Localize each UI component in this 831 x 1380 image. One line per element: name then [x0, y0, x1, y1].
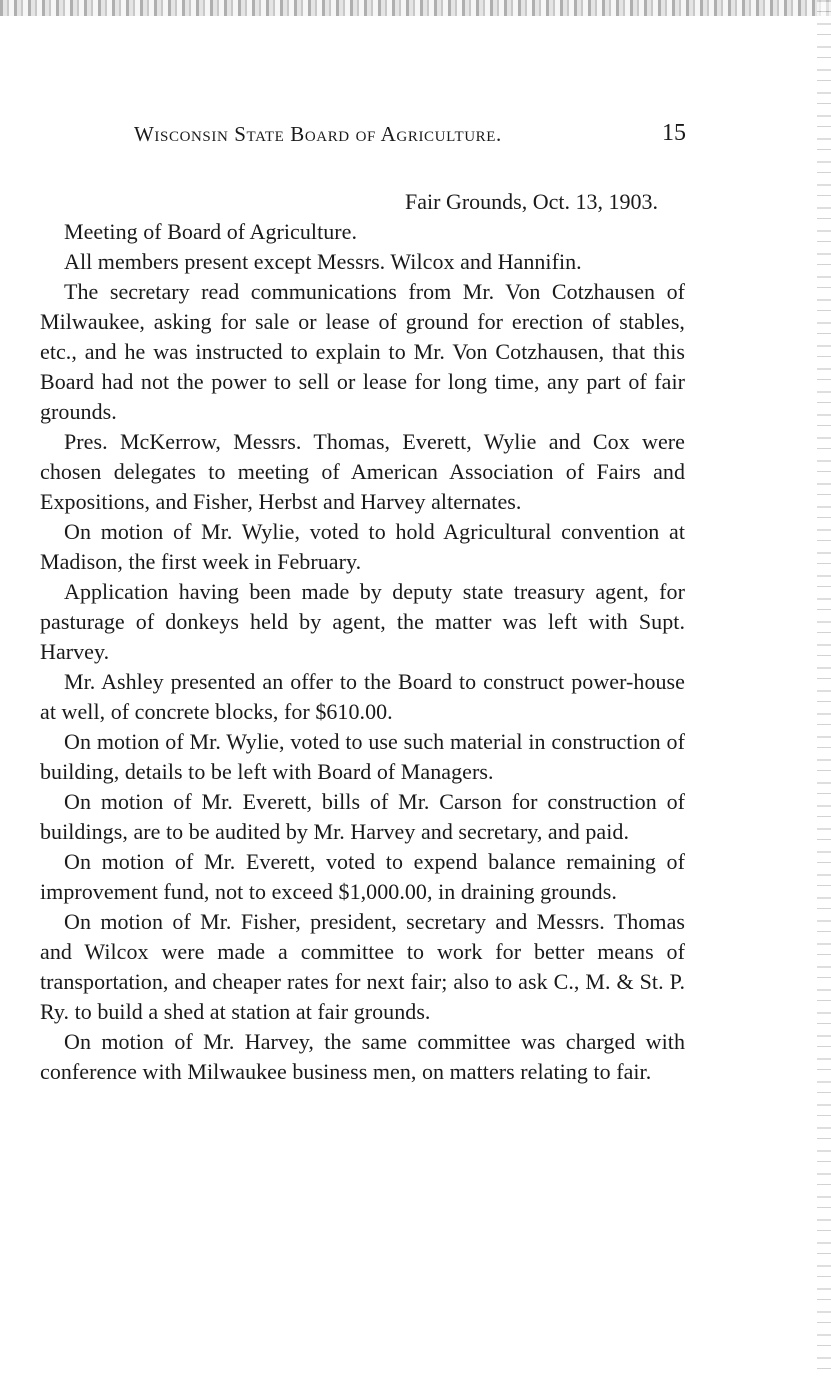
- paragraph-convention: On motion of Mr. Wylie, voted to hold Agricultural convention at Madison, the first week in February.: [40, 519, 685, 574]
- paragraph-construction-material: On motion of Mr. Wylie, voted to use such material in construction of building, details to be left with Board of Managers.: [40, 729, 685, 784]
- running-header: [134, 118, 686, 154]
- page-number: 15: [662, 120, 686, 146]
- scan-right-edge: [817, 0, 831, 1380]
- paragraph-transportation-committee: On motion of Mr. Fisher, president, secretary and Messrs. Thomas and Wilcox were made a committee to work for better means of transportation, and cheaper rates for next fair; also to ask C., M. & St. P. Ry. to build a shed at station at fair grounds.: [40, 909, 685, 1024]
- minutes-body: [40, 217, 685, 1087]
- dateline: Fair Grounds, Oct. 13, 1903.: [405, 189, 658, 214]
- paragraph-milwaukee-conference: On motion of Mr. Harvey, the same committee was charged with conference with Milwaukee business men, on matters relating to fair.: [40, 1029, 685, 1084]
- running-title: Wisconsin State Board of Agriculture.: [134, 122, 502, 146]
- paragraph-improvement-fund: On motion of Mr. Everett, voted to expend balance remaining of improvement fund, not to exceed $1,000.00, in draining grounds.: [40, 849, 685, 904]
- scan-top-edge: [0, 0, 831, 16]
- paragraph-carson-bills: On motion of Mr. Everett, bills of Mr. Carson for construction of buildings, are to be audited by Mr. Harvey and secretary, and paid.: [40, 789, 685, 844]
- paragraph-pasturage: Application having been made by deputy state treasury agent, for pasturage of donkeys held by agent, the matter was left with Supt. Harvey.: [40, 579, 685, 664]
- paragraph-power-house-offer: Mr. Ashley presented an offer to the Board to construct power-house at well, of concrete blocks, for $610.00.: [40, 669, 685, 724]
- paragraph-meeting: Meeting of Board of Agriculture.: [64, 219, 358, 244]
- paragraph-communications: The secretary read communications from Mr. Von Cotzhausen of Milwaukee, asking for sale or lease of ground for erection of stables, etc., and he was instructed to explain to Mr. Von Cotzhausen, that this Board had not the power to sell or lease for long time, any part of fair grounds.: [40, 279, 685, 424]
- paragraph-attendance: All members present except Messrs. Wilcox and Hannifin.: [64, 249, 582, 274]
- paragraph-delegates: Pres. McKerrow, Messrs. Thomas, Everett, Wylie and Cox were chosen delegates to meeting of American Association of Fairs and Expositions, and Fisher, Herbst and Harvey alternates.: [40, 429, 685, 514]
